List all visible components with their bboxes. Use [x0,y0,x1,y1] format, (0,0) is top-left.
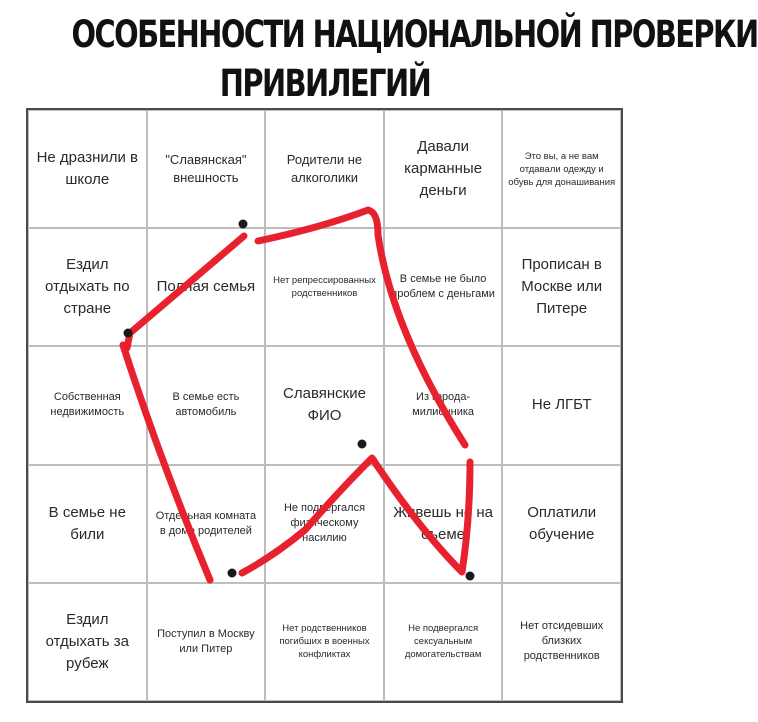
bingo-cell: Нет отсидевших близких родственников [502,583,621,701]
bingo-cell: Это вы, а не вам отдавали одежду и обувь для донашивания [502,110,621,228]
bingo-cell: Поступил в Москву или Питер [147,583,266,701]
bingo-cell: Не подвергался сексуальным домогательствам [384,583,503,701]
title-line-2: ПРИВИЛЕГИЙ [219,62,431,105]
bingo-cell: Не дразнили в школе [28,110,147,228]
page-title [71,10,758,108]
bingo-cell: Полная семья [147,228,266,346]
bingo-cell: Отдельная комната в доме родителей [147,465,266,583]
bingo-cell: Нет родственников погибших в военных конфликтах [265,583,384,701]
bingo-cell: В семье не били [28,465,147,583]
bingo-cell: "Славянская" внешность [147,110,266,228]
bingo-cell: Живешь не на съеме [384,465,503,583]
bingo-cell: В семье есть автомобиль [147,346,266,464]
bingo-cell: Не подвергался физическому насилию [265,465,384,583]
bingo-cell: В семье не было проблем с деньгами [384,228,503,346]
title-line-1: ОСОБЕННОСТИ НАЦИОНАЛЬНОЙ ПРОВЕРКИ [71,13,758,56]
bingo-cell: Оплатили обучение [502,465,621,583]
bingo-grid [26,108,623,703]
bingo-cell: Не ЛГБТ [502,346,621,464]
bingo-cell: Ездил отдыхать за рубеж [28,583,147,701]
bingo-cell: Прописан в Москве или Питере [502,228,621,346]
bingo-cell: Славянские ФИО [265,346,384,464]
bingo-cell: Давали карманные деньги [384,110,503,228]
bingo-cell: Нет репрессированных родственников [265,228,384,346]
bingo-cell: Собственная недвижимость [28,346,147,464]
bingo-cell: Ездил отдыхать по стране [28,228,147,346]
bingo-cell: Из города-милионника [384,346,503,464]
bingo-cell: Родители не алкоголики [265,110,384,228]
